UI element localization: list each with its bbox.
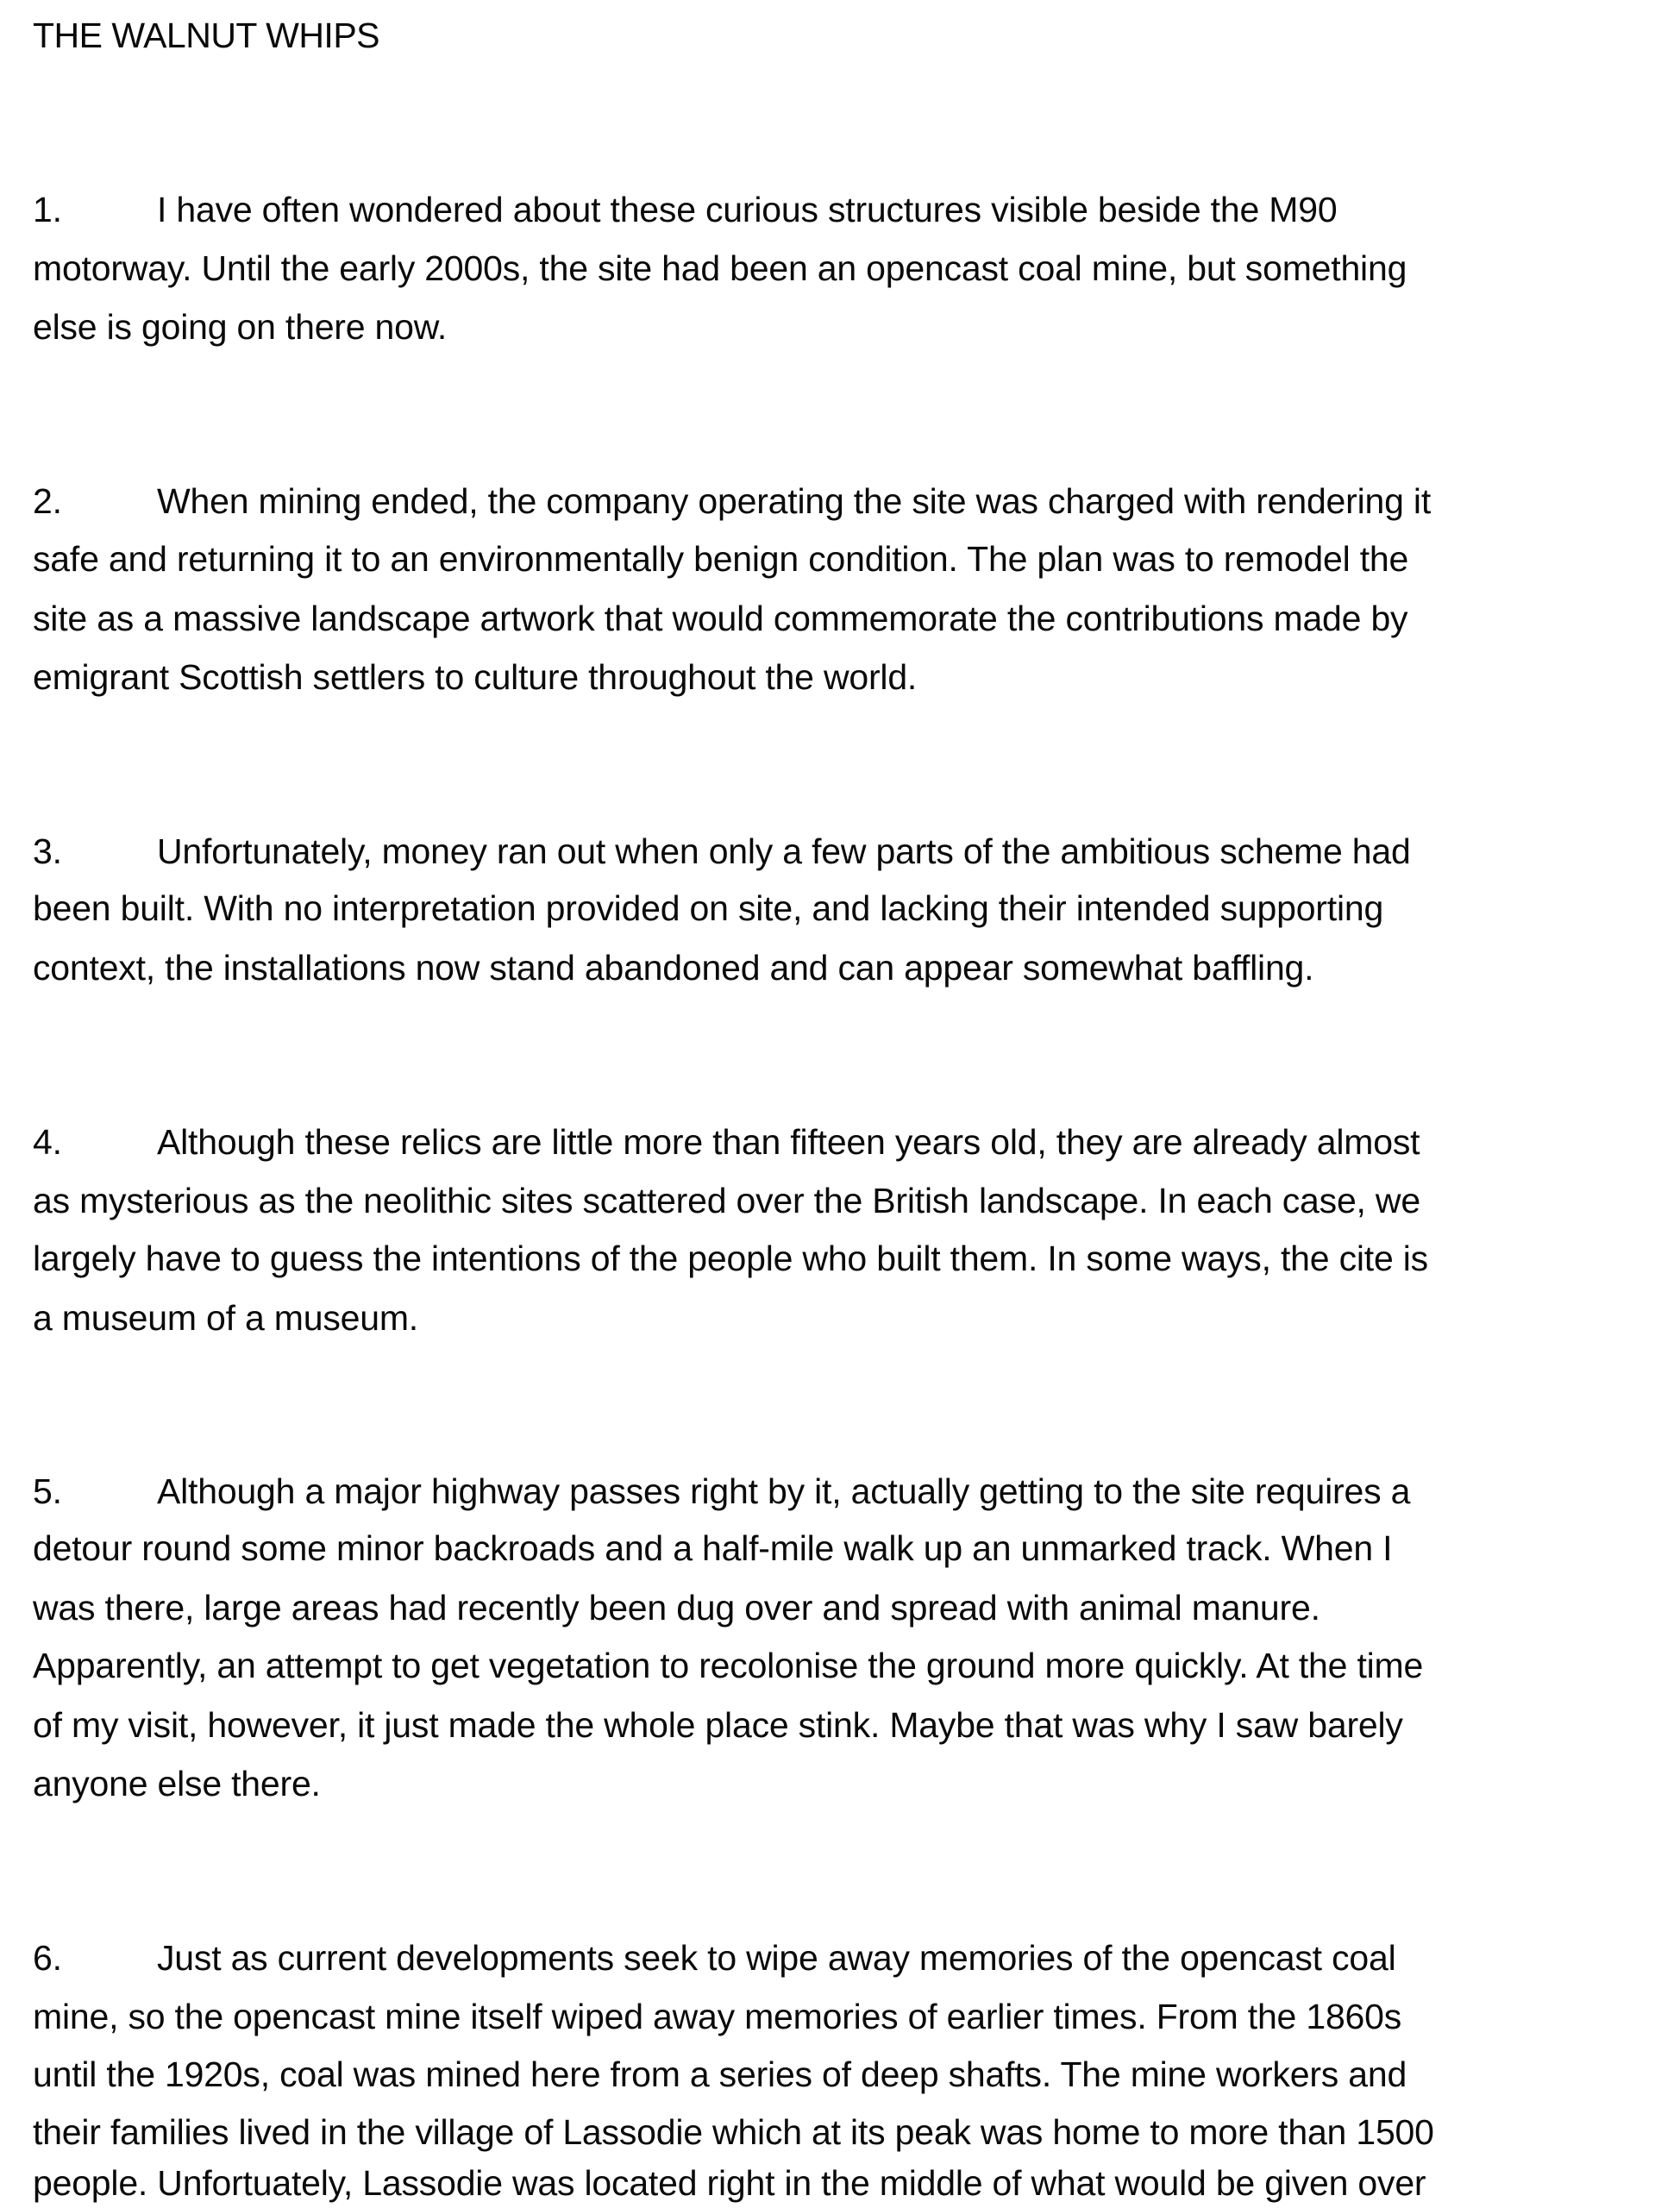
paragraph-number: 6. [33, 1938, 62, 1978]
paragraph-line: motorway. Until the early 2000s, the site had been an opencast coal mine, but something [33, 248, 1407, 288]
paragraph-number: 2. [33, 481, 62, 521]
paragraph-line: people. Unfortuately, Lassodie was located right in the middle of what would be given over [33, 2163, 1426, 2203]
paragraph-first-line [33, 188, 1337, 231]
paragraph-line: context, the installations now stand abandoned and can appear somewhat baffling. [33, 948, 1314, 988]
paragraph-first-line [33, 1470, 1410, 1513]
paragraph-first-line [33, 480, 1431, 523]
paragraph-line: detour round some minor backroads and a half-mile walk up an unmarked track. When I [33, 1528, 1393, 1568]
paragraph-line: site as a massive landscape artwork that would commemorate the contributions made by [33, 599, 1408, 638]
paragraph-line: was there, large areas had recently been dug over and spread with animal manure. [33, 1588, 1320, 1628]
paragraph-number: 1. [33, 190, 62, 229]
document-title: THE WALNUT WHIPS [33, 16, 380, 55]
paragraph-line: a museum of a museum. [33, 1298, 418, 1338]
paragraph-line: Apparently, an attempt to get vegetation to recolonise the ground more quickly. At the time [33, 1646, 1424, 1685]
paragraph-line-text: Unfortunately, money ran out when only a few parts of the ambitious scheme had [157, 831, 1411, 871]
paragraph-line: largely have to guess the intentions of the people who built them. In some ways, the cite is [33, 1239, 1428, 1278]
paragraph-line: as mysterious as the neolithic sites scattered over the British landscape. In each case, we [33, 1181, 1420, 1220]
paragraph-line: their families lived in the village of Lassodie which at its peak was home to more than 1500 [33, 2112, 1434, 2152]
paragraph-number: 3. [33, 831, 62, 871]
paragraph-line: been built. With no interpretation provided on site, and lacking their intended supporting [33, 888, 1384, 928]
paragraph-line: else is going on there now. [33, 307, 448, 347]
paragraph-line-text: Although these relics are little more than fifteen years old, they are already almost [157, 1122, 1420, 1162]
paragraph-line: until the 1920s, coal was mined here from a series of deep shafts. The mine workers and [33, 2054, 1407, 2094]
paragraph-line: mine, so the opencast mine itself wiped away memories of earlier times. From the 1860s [33, 1997, 1402, 2036]
paragraph-first-line [33, 830, 1411, 873]
paragraph-number: 5. [33, 1471, 62, 1511]
paragraph-line: emigrant Scottish settlers to culture throughout the world. [33, 657, 918, 697]
paragraph-line-text: Just as current developments seek to wipe away memories of the opencast coal [157, 1938, 1396, 1978]
paragraph-line-text: When mining ended, the company operating the site was charged with rendering it [157, 481, 1432, 521]
paragraph-line: of my visit, however, it just made the whole place stink. Maybe that was why I saw barely [33, 1705, 1403, 1745]
paragraph-line: anyone else there. [33, 1764, 321, 1803]
paragraph-line-text: I have often wondered about these curious structures visible beside the M90 [157, 190, 1338, 229]
paragraph-first-line [33, 1936, 1395, 1979]
paragraph-line: safe and returning it to an environmentally benign condition. The plan was to remodel the [33, 539, 1409, 579]
paragraph-line-text: Although a major highway passes right by it, actually getting to the site requires a [157, 1471, 1411, 1511]
paragraph-number: 4. [33, 1122, 62, 1162]
paragraph-first-line [33, 1120, 1420, 1164]
